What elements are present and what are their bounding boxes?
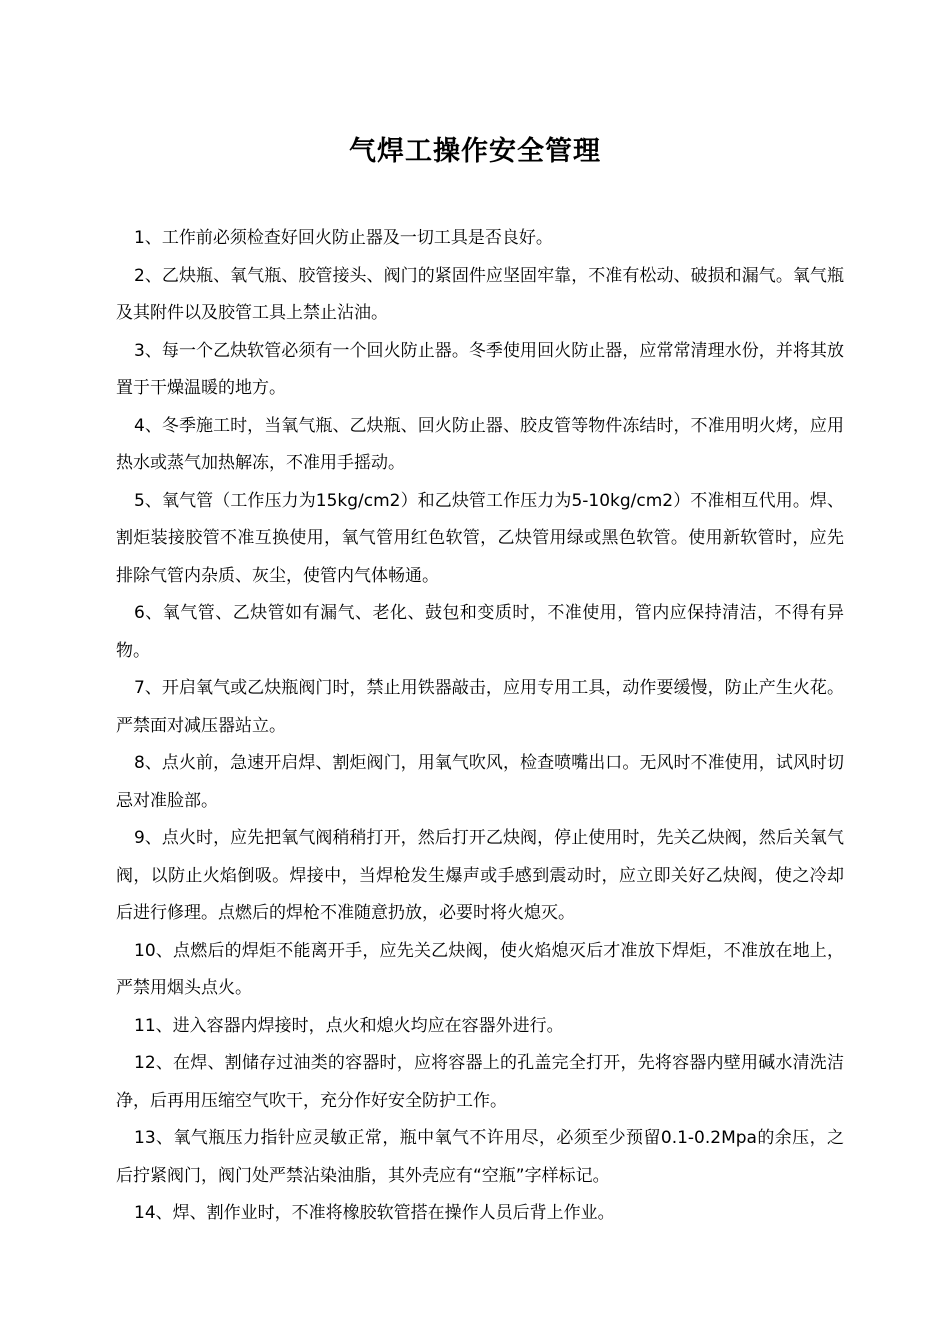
- paragraph-9: 9、点火时，应先把氧气阀稍稍打开，然后打开乙炔阀，停止使用时，先关乙炔阀，然后关氧气阀，以防止火焰倒吸。焊接中，当焊枪发生爆声或手感到震动时，应立即关好乙炔阀，使之冷却后进行修理。点燃后的焊枪不准随意扔放，必要时将火熄灭。: [116, 828, 844, 923]
- document-title: 气焊工操作安全管理: [349, 136, 601, 167]
- paragraph-12: 12、在焊、割储存过油类的容器时，应将容器上的孔盖完全打开，先将容器内壁用碱水清洗洁净，后再用压缩空气吹干，充分作好安全防护工作。: [116, 1053, 844, 1111]
- paragraph-2: 2、乙炔瓶、氧气瓶、胶管接头、阀门的紧固件应坚固牢靠，不准有松动、破损和漏气。氧气瓶及其附件以及胶管工具上禁止沾油。: [116, 265, 844, 323]
- paragraph-1: 1、工作前必须检查好回火防止器及一切工具是否良好。: [134, 228, 553, 248]
- paragraph-13: 13、氧气瓶压力指针应灵敏正常，瓶中氧气不许用尽，必须至少预留0.1-0.2Mpa的余压，之后拧紧阀门，阀门处严禁沾染油脂，其外壳应有“空瓶”字样标记。: [116, 1128, 844, 1186]
- document-body: [116, 220, 844, 1233]
- paragraph-11: 11、进入容器内焊接时，点火和熄火均应在容器外进行。: [134, 1015, 564, 1036]
- paragraph-7: 7、开启氧气或乙炔瓶阀门时，禁止用铁器敲击，应用专用工具，动作要缓慢，防止产生火花。严禁面对减压器站立。: [116, 678, 844, 736]
- paragraph-4: 4、冬季施工时，当氧气瓶、乙炔瓶、回火防止器、胶皮管等物件冻结时，不准用明火烤，应用热水或蒸气加热解冻，不准用手摇动。: [116, 415, 844, 473]
- paragraph-6: 6、氧气管、乙炔管如有漏气、老化、鼓包和变质时，不准使用，管内应保持清洁，不得有异物。: [116, 603, 844, 661]
- paragraph-10: 10、点燃后的焊炬不能离开手，应先关乙炔阀，使火焰熄灭后才准放下焊炬，不准放在地上，严禁用烟头点火。: [116, 940, 844, 998]
- paragraph-5: 5、氧气管（工作压力为15kg/cm2）和乙炔管工作压力为5-10kg/cm2）不准相互代用。焊、割炬装接胶管不准互换使用，氧气管用红色软管，乙炔管用绿或黑色软管。使用新软管时，应先排除气管内杂质、灰尘，使管内气体畅通。: [116, 490, 844, 586]
- paragraph-3: 3、每一个乙炔软管必须有一个回火防止器。冬季使用回火防止器，应常常清理水份，并将其放置于干燥温暖的地方。: [116, 340, 844, 398]
- paragraph-14: 14、焊、割作业时，不准将橡胶软管搭在操作人员后背上作业。: [134, 1203, 615, 1223]
- paragraph-8: 8、点火前，急速开启焊、割炬阀门，用氧气吹风，检查喷嘴出口。无风时不准使用，试风时切忌对准脸部。: [116, 753, 844, 811]
